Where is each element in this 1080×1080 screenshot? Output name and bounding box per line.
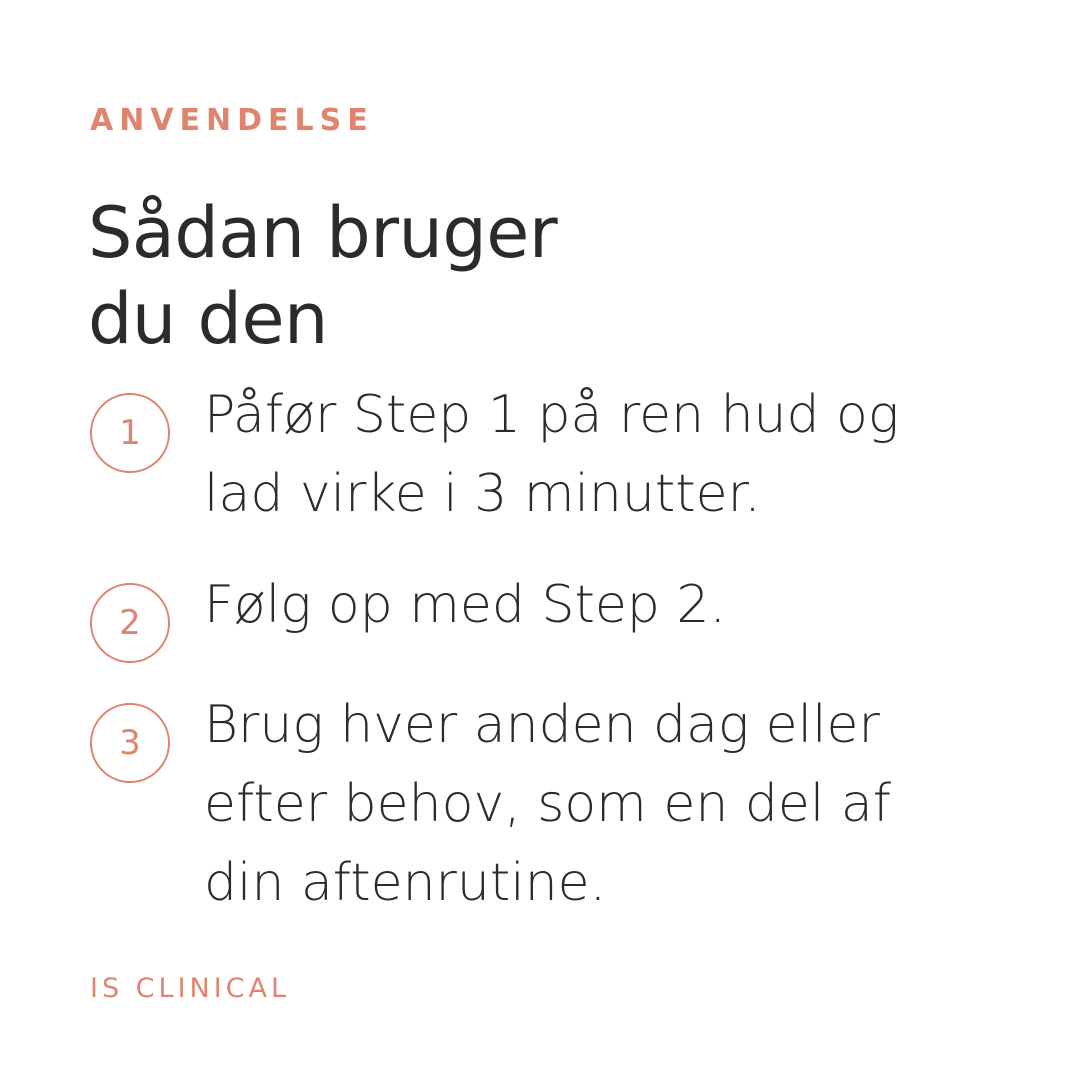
step-text-line: Brug hver anden dag eller [204,695,880,755]
step-number-badge: 3 [90,703,170,783]
step-text [204,566,1024,645]
section-eyebrow: ANVENDELSE [90,103,374,138]
title-line-2: du den [88,278,328,360]
step-text-line: efter behov, som en del af [204,774,891,834]
step-text [204,686,1024,923]
step-text-line: lad virke i 3 minutter. [204,464,761,524]
page-title [88,190,988,362]
step-text [204,376,1024,534]
brand-name: IS CLINICAL [90,973,291,1004]
step-text-line: Følg op med Step 2. [204,575,726,635]
step-text-line: din aftenrutine. [204,853,607,913]
step-number-badge: 2 [90,583,170,663]
step-number-badge: 1 [90,393,170,473]
step-text-line: Påfør Step 1 på ren hud og [204,385,900,445]
title-line-1: Sådan bruger [88,192,558,274]
